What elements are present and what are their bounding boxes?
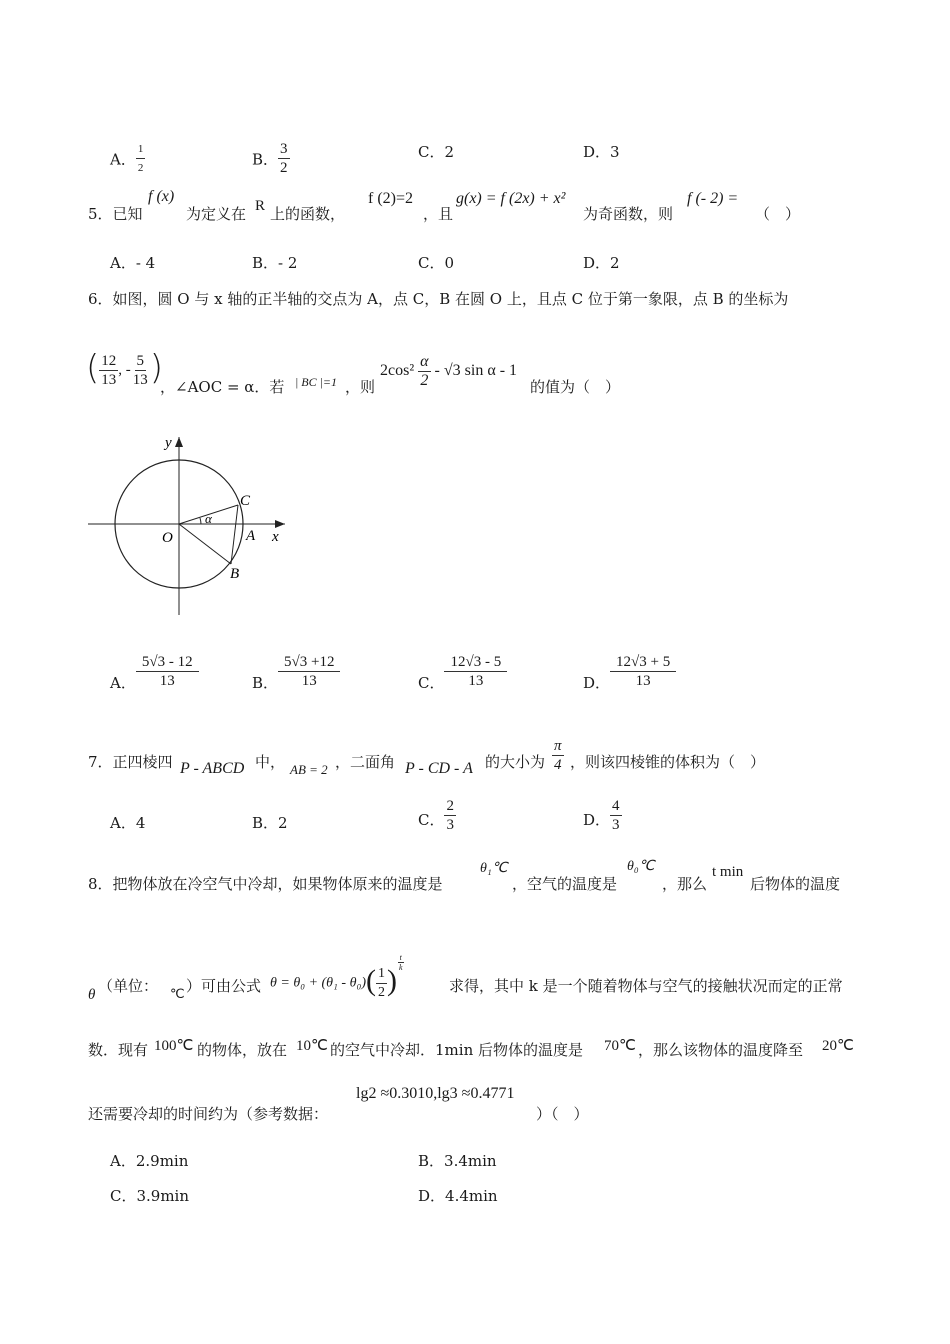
q6-bc: | BC |=1	[295, 375, 338, 389]
label-C: C	[240, 493, 251, 509]
q8-line-1d: 后物体的温度	[750, 875, 841, 893]
segment-OB	[179, 524, 231, 564]
q7-text-2: ，二面角	[335, 753, 396, 771]
q8-c20: 20℃	[822, 1038, 854, 1054]
q6-expr: 2cos² $\frac{\alpha}{2}$ - √3 sin α - 1	[380, 353, 518, 389]
q7-text-4: ，则该四棱锥的体积为（ ）	[570, 753, 766, 771]
q5-text-2: 上的函数，	[270, 205, 346, 223]
label-x: x	[272, 529, 279, 545]
q5-number: 5．已知	[88, 205, 143, 223]
q8-theta0: θ₀℃	[627, 859, 655, 874]
q6-option-a: A． $\frac{5√3 - 12}{13}$	[110, 653, 199, 690]
label-O: O	[162, 530, 173, 546]
q8-line-2c: 求得，其中 k 是一个随着物体与空气的接触状况而定的正常	[449, 977, 843, 995]
q6-tail: 的值为（ ）	[530, 378, 621, 396]
q7-text-1: 中，	[255, 753, 286, 771]
q7-option-a: A．4	[110, 814, 146, 832]
q8-option-b: B．3.4min	[418, 1152, 497, 1170]
q7-pi-frac: $\frac{\pi}{4}$	[554, 738, 562, 773]
q8-line-3b: 的物体，放在	[197, 1041, 288, 1059]
q4-option-c: C．2	[418, 143, 455, 161]
x-axis-arrow	[275, 520, 285, 528]
q5-text-3: ，且	[423, 205, 454, 223]
q8-tmin: t min	[712, 864, 744, 880]
q8-line-3c: 的空气中冷却．1min 后物体的温度是	[330, 1041, 583, 1059]
q5-paren: （ ）	[755, 205, 801, 223]
q7-pabcd: P - ABCD	[180, 760, 245, 777]
y-axis-arrow	[175, 437, 183, 447]
q5-R: R	[255, 198, 266, 214]
q8-unit: ℃	[170, 986, 185, 1001]
q8-c10: 10℃	[296, 1038, 328, 1054]
q8-formula: θ = θ₀ + (θ₁ - θ₀)( $\frac{1}{2}$ ) $\frac{t}{k}$	[270, 953, 403, 1000]
q8-line-1a: 8．把物体放在冷空气中冷却，如果物体原来的温度是	[88, 875, 443, 893]
q8-ref: lg2 ≈0.3010,lg3 ≈0.4771	[356, 1085, 515, 1102]
q7-option-b: B．2	[252, 814, 288, 832]
q4-option-d: D．3	[583, 143, 620, 161]
q8-option-a: A．2.9min	[110, 1152, 189, 1170]
q7-number: 7．正四棱四	[88, 753, 173, 771]
q5-f2: f (2)=2	[368, 190, 414, 207]
q4-option-b: B． $\frac{3}{2}$	[252, 141, 288, 176]
label-A: A	[246, 528, 256, 544]
q5-text-4: 为奇函数，则	[583, 205, 674, 223]
q5-text-1: 为定义在	[186, 205, 247, 223]
q5-option-c: C．0	[418, 254, 455, 272]
q4-option-a: A． $\frac{1}{2}$	[110, 142, 145, 179]
q6-line-1: 6．如图，圆 O 与 x 轴的正半轴的交点为 A，点 C，B 在圆 O 上，且点 C 位于第一象限，点 B 的坐标为	[88, 290, 789, 308]
label-alpha: α	[205, 511, 212, 526]
q8-line-4b: ）（ ）	[536, 1105, 589, 1123]
q5-option-d: D．2	[583, 254, 620, 272]
q8-option-d: D．4.4min	[418, 1187, 498, 1205]
q8-line-3a: 数．现有	[88, 1041, 149, 1059]
angle-arc	[200, 518, 201, 524]
q8-c70: 70℃	[604, 1038, 636, 1054]
q7-option-d: D． $\frac{4}{3}$	[583, 798, 620, 833]
q5-option-b: B．- 2	[252, 254, 298, 272]
q8-theta: θ	[88, 987, 96, 1003]
q5-fm2: f (- 2) =	[687, 190, 739, 207]
q8-line-3d: ，那么该物体的温度降至	[638, 1041, 804, 1059]
label-y: y	[165, 435, 172, 451]
q8-line-4a: 还需要冷却的时间约为（参考数据：	[88, 1105, 329, 1123]
q6-option-b: B． $\frac{5√3 +12}{13}$	[252, 653, 340, 690]
q8-theta1: θ₁℃	[480, 861, 508, 876]
q6-then: ，则	[345, 378, 376, 396]
q7-text-3: 的大小为	[485, 753, 546, 771]
q7-option-c: C． $\frac{2}{3}$	[418, 798, 454, 833]
unit-circle-figure	[80, 425, 300, 620]
q8-line-2b: ）可由公式	[186, 977, 262, 995]
q5-g: g(x) = f (2x) + x²	[456, 190, 566, 207]
q8-line-1b: ，空气的温度是	[512, 875, 618, 893]
q7-ab: AB = 2	[290, 762, 328, 777]
q5-option-a: A．- 4	[110, 254, 156, 272]
q6-option-c: C． $\frac{12√3 - 5}{13}$	[418, 653, 507, 690]
q8-c100: 100℃	[154, 1038, 194, 1054]
q6-coord: ( $\frac{12}{13}$ , - $\frac{5}{13}$ )	[86, 348, 164, 388]
q6-option-d: D． $\frac{12√3 + 5}{13}$	[583, 653, 676, 690]
label-B: B	[230, 566, 240, 582]
q6-angle: ，∠AOC = α．若	[160, 378, 285, 396]
q5-fx: f (x)	[148, 188, 175, 205]
q8-option-c: C．3.9min	[110, 1187, 190, 1205]
q8-line-1c: ，那么	[662, 875, 708, 893]
q8-line-2a: （单位：	[98, 977, 159, 995]
q7-pcda: P - CD - A	[405, 760, 473, 777]
